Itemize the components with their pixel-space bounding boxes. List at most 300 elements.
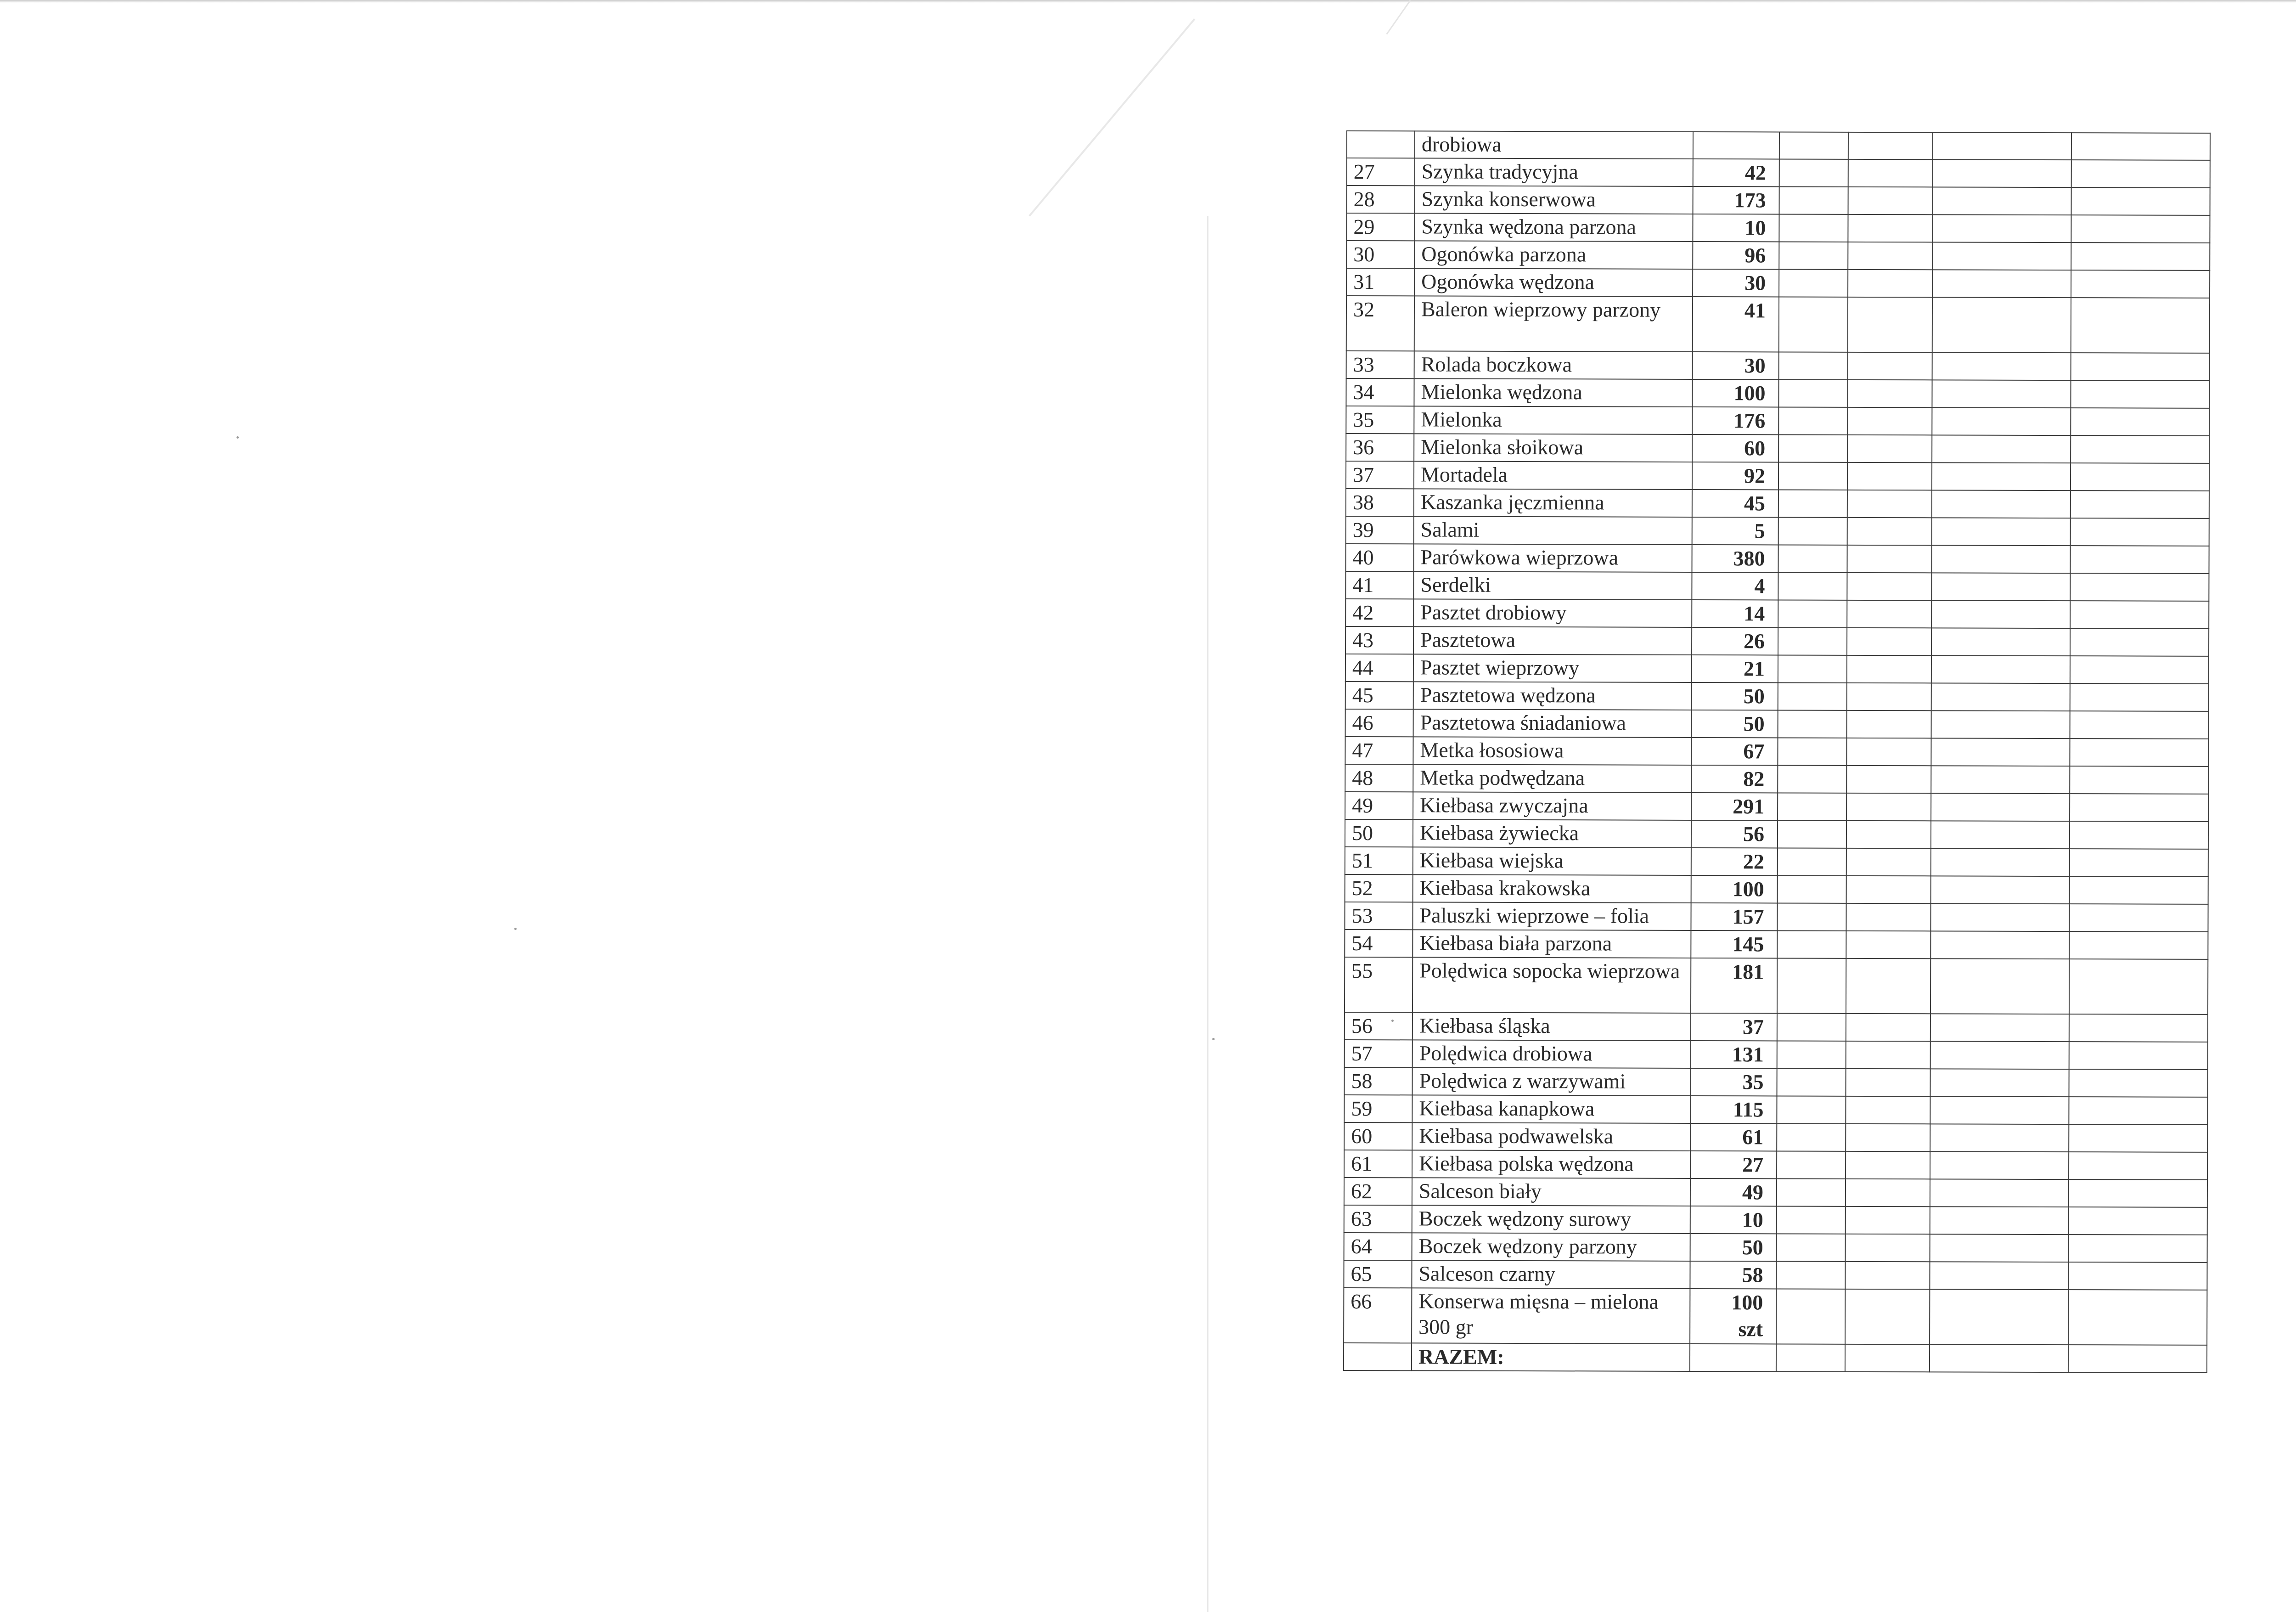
table-row [1345, 626, 2209, 656]
empty-cell [2071, 353, 2210, 381]
empty-cell [2068, 1262, 2207, 1290]
table-row [1346, 268, 2210, 298]
empty-cell [2070, 766, 2208, 794]
quantity-cell: 157 [1691, 903, 1777, 930]
row-number-cell: 55 [1345, 957, 1412, 1012]
table-row [1345, 1067, 2208, 1097]
table-row [1344, 1288, 2207, 1345]
quantity-cell: 173 [1693, 186, 1779, 214]
table-row [1347, 158, 2210, 188]
empty-cell [2070, 573, 2209, 601]
empty-cell [2069, 931, 2208, 959]
table-row [1345, 957, 2208, 1015]
empty-cell [1847, 628, 1931, 655]
product-name-cell: Ogonówka wędzona [1414, 268, 1693, 297]
quantity-cell: 176 [1692, 407, 1778, 434]
product-name-cell: Pasztetowa śniadaniowa [1413, 709, 1692, 738]
empty-cell [1777, 1096, 1846, 1123]
empty-cell [1933, 187, 2071, 215]
quantity-cell [1690, 1289, 1776, 1344]
table-row [1345, 792, 2208, 822]
total-label: RAZEM: [1412, 1343, 1690, 1371]
empty-cell [1777, 1068, 1846, 1096]
row-number-cell: 39 [1346, 516, 1414, 544]
table-row [1345, 544, 2209, 574]
empty-cell [2070, 876, 2208, 904]
empty-cell [1847, 490, 1932, 518]
empty-cell [1848, 187, 1933, 214]
empty-cell [1778, 462, 1847, 490]
quantity-cell: 58 [1690, 1261, 1776, 1289]
table-row [1345, 571, 2209, 601]
quantity-cell: 45 [1692, 490, 1778, 517]
empty-cell [2070, 794, 2208, 822]
empty-cell [1932, 518, 2071, 546]
empty-cell [2071, 380, 2209, 408]
empty-cell [1932, 270, 2071, 298]
quantity-cell: 37 [1691, 1013, 1777, 1041]
table-row [1345, 599, 2209, 629]
row-number-cell: 53 [1345, 902, 1412, 930]
row-number-cell: 41 [1345, 571, 1413, 599]
product-name-cell: Pasztet wieprzowy [1413, 654, 1692, 682]
quantity-cell [1693, 132, 1779, 159]
empty-cell [2070, 738, 2208, 767]
product-name-cell: Szynka tradycyjna [1415, 158, 1693, 186]
empty-cell [2068, 1290, 2207, 1345]
product-name-cell: drobiowa [1415, 131, 1693, 159]
empty-cell [2070, 628, 2209, 656]
empty-cell [1779, 297, 1848, 352]
empty-cell [1931, 876, 2070, 904]
empty-cell [1846, 1124, 1930, 1151]
empty-cell [1846, 766, 1931, 793]
quantity-cell: 22 [1691, 848, 1778, 875]
product-name-cell: Polędwica z warzywami [1412, 1067, 1691, 1096]
table-row [1345, 709, 2209, 739]
quantity-cell: 50 [1690, 1234, 1777, 1261]
empty-cell [2069, 1014, 2208, 1042]
empty-cell [1778, 434, 1847, 462]
quantity-cell: 35 [1690, 1068, 1777, 1096]
empty-cell [1846, 1014, 1930, 1041]
table-row [1346, 241, 2210, 271]
quantity-cell: 41 [1693, 297, 1779, 352]
empty-cell [1931, 793, 2070, 821]
empty-cell [1932, 407, 2071, 435]
table-row [1346, 461, 2209, 491]
table-row [1345, 847, 2208, 877]
product-name-cell: Kiełbasa podwawelska [1412, 1122, 1690, 1151]
row-number-cell: 47 [1345, 737, 1413, 764]
quantity-cell: 49 [1690, 1178, 1777, 1206]
empty-cell [1932, 352, 2071, 380]
table-row [1346, 296, 2210, 353]
paper-fold-line [1207, 216, 1209, 1612]
row-number-cell: 58 [1345, 1067, 1412, 1095]
empty-cell [1931, 573, 2070, 601]
empty-cell [1846, 1179, 1930, 1206]
empty-cell [1779, 159, 1848, 186]
empty-cell [1778, 710, 1847, 738]
empty-cell [1930, 1179, 2069, 1207]
empty-cell [1932, 380, 2071, 408]
row-number-cell: 29 [1346, 213, 1414, 241]
table-row [1344, 1260, 2207, 1290]
table-row [1346, 434, 2209, 463]
empty-cell [1848, 297, 1932, 352]
table-row [1346, 213, 2210, 243]
empty-cell [1848, 270, 1932, 297]
empty-cell [2071, 215, 2210, 243]
row-number-cell: 66 [1344, 1288, 1412, 1343]
empty-cell [1848, 159, 1933, 187]
total-row [1344, 1343, 2207, 1373]
empty-cell [1776, 1261, 1845, 1289]
empty-cell [1778, 765, 1846, 793]
empty-cell [1930, 1344, 2068, 1372]
row-number-cell: 45 [1345, 682, 1413, 709]
empty-cell [2069, 904, 2208, 932]
empty-cell [1932, 435, 2071, 463]
empty-cell [1847, 683, 1931, 710]
product-name-cell: Salceson czarny [1412, 1260, 1690, 1289]
empty-cell [1930, 1069, 2069, 1097]
row-number-cell: 31 [1346, 268, 1414, 296]
quantity-cell: 14 [1692, 600, 1778, 627]
empty-cell [1778, 572, 1847, 600]
quantity-cell: 291 [1691, 793, 1778, 820]
empty-cell [1846, 931, 1930, 958]
quantity-cell: 145 [1691, 930, 1777, 958]
quantity-cell: 10 [1690, 1206, 1777, 1234]
empty-cell [1847, 518, 1932, 545]
table-row [1345, 654, 2209, 684]
empty-cell [1779, 214, 1848, 242]
empty-cell [2069, 1207, 2207, 1235]
empty-cell [1932, 297, 2071, 353]
empty-cell [1779, 352, 1848, 379]
empty-cell [1778, 738, 1846, 765]
row-number-cell: 63 [1344, 1205, 1412, 1233]
quantity-cell: 61 [1690, 1123, 1777, 1151]
empty-cell [1846, 738, 1931, 766]
paper-fold-corner [1386, 0, 1411, 34]
empty-cell [1930, 1014, 2069, 1042]
empty-cell [2070, 849, 2208, 877]
product-name-cell: Kiełbasa polska wędzona [1412, 1150, 1690, 1178]
empty-cell [1777, 930, 1846, 958]
inventory-table-body [1344, 131, 2210, 1373]
row-number-cell: 38 [1346, 489, 1414, 516]
empty-cell [1931, 848, 2070, 876]
empty-cell [1930, 1262, 2068, 1290]
quantity-cell: 82 [1691, 765, 1778, 793]
row-number-cell: 33 [1346, 351, 1414, 378]
empty-cell [2070, 711, 2209, 739]
empty-cell [1847, 435, 1932, 462]
empty-cell [1779, 242, 1848, 269]
table-row [1345, 1040, 2208, 1070]
product-name-cell: Boczek wędzony surowy [1412, 1205, 1690, 1234]
empty-cell [1778, 490, 1847, 517]
empty-cell [1776, 1344, 1845, 1371]
empty-cell [1778, 682, 1847, 710]
product-name-cell: Salami [1414, 516, 1692, 545]
table-row [1345, 737, 2208, 767]
product-name-cell: Szynka konserwowa [1415, 186, 1693, 214]
quantity-cell: 27 [1690, 1151, 1777, 1178]
scan-speck [236, 436, 239, 439]
quantity-cell: 56 [1691, 820, 1778, 848]
empty-cell [2071, 160, 2210, 188]
empty-cell [2069, 1097, 2207, 1125]
empty-cell [1847, 407, 1932, 435]
product-name-cell: Polędwica drobiowa [1412, 1040, 1691, 1068]
empty-cell [1930, 958, 2069, 1014]
empty-cell [1932, 242, 2071, 270]
product-name-cell: Salceson biały [1412, 1178, 1690, 1206]
table-row [1345, 764, 2208, 794]
empty-cell [1931, 710, 2070, 738]
product-name-cell: Mielonka słoikowa [1414, 434, 1692, 462]
quantity-cell: 115 [1690, 1096, 1777, 1123]
empty-cell [1778, 379, 1847, 407]
empty-cell [1777, 1041, 1846, 1068]
row-number-cell: 50 [1345, 819, 1413, 847]
empty-cell [1930, 1096, 2069, 1124]
scan-top-edge [0, 0, 2296, 3]
table-row [1346, 378, 2209, 408]
table-row [1346, 406, 2209, 436]
row-number-cell: 52 [1345, 874, 1413, 902]
empty-cell [1932, 490, 2071, 518]
row-number-cell: 56 [1345, 1012, 1412, 1040]
product-name-cell: Pasztetowa wędzona [1413, 682, 1692, 710]
product-name-cell: Kaszanka jęczmienna [1414, 489, 1692, 517]
product-name-cell: Mielonka wędzona [1414, 378, 1692, 407]
table-row [1345, 682, 2209, 711]
empty-cell [1930, 1151, 2069, 1179]
quantity-cell: 60 [1692, 434, 1778, 462]
empty-cell [2069, 1179, 2207, 1207]
product-name-cell: Polędwica sopocka wieprzowa [1412, 957, 1691, 1013]
empty-cell [1846, 876, 1931, 903]
quantity-value: 100 [1731, 1291, 1763, 1314]
empty-cell [1779, 132, 1848, 159]
empty-cell [1930, 1041, 2069, 1069]
quantity-cell: 181 [1691, 958, 1777, 1013]
row-number-cell: 64 [1344, 1233, 1412, 1260]
table-row [1347, 131, 2210, 160]
empty-cell [1845, 1289, 1930, 1344]
empty-cell [1848, 132, 1933, 159]
quantity-cell: 26 [1692, 627, 1778, 655]
empty-cell [1777, 1123, 1846, 1151]
product-name-cell: Metka podwędzana [1413, 764, 1691, 793]
empty-cell [2071, 270, 2210, 298]
product-name-cell: Parówkowa wieprzowa [1413, 544, 1692, 572]
product-name-cell: Kiełbasa kanapkowa [1412, 1095, 1690, 1123]
empty-cell [2069, 959, 2208, 1015]
row-number-cell: 51 [1345, 847, 1413, 874]
row-number-cell: 36 [1346, 434, 1414, 461]
empty-cell [1930, 1124, 2069, 1152]
quantity-cell: 100 [1691, 875, 1778, 903]
product-name-cell: Kiełbasa biała parzona [1412, 930, 1691, 958]
row-number-cell: 35 [1346, 406, 1414, 434]
product-name-cell: Pasztet drobiowy [1413, 599, 1692, 627]
empty-cell [2071, 298, 2210, 353]
empty-cell [1931, 683, 2070, 711]
table-row [1345, 902, 2208, 932]
empty-cell [1778, 545, 1847, 572]
empty-cell [2071, 408, 2209, 436]
empty-cell [2071, 187, 2210, 215]
empty-cell [1846, 1234, 1930, 1262]
quantity-cell: 30 [1693, 269, 1779, 297]
table-row [1346, 489, 2209, 519]
empty-cell [1778, 407, 1847, 434]
empty-cell [1930, 931, 2069, 959]
product-name-cell: Mielonka [1414, 406, 1692, 434]
empty-cell [1847, 462, 1932, 490]
empty-cell [1933, 132, 2071, 160]
quantity-cell: 50 [1692, 682, 1778, 710]
row-number-cell: 60 [1344, 1122, 1412, 1150]
product-name-cell: Serdelki [1413, 571, 1692, 600]
empty-cell [1846, 1069, 1930, 1096]
empty-cell [1846, 1151, 1930, 1179]
quantity-cell: 67 [1691, 738, 1778, 765]
row-number-cell: 43 [1345, 626, 1413, 654]
empty-cell [2070, 683, 2209, 711]
empty-cell [1778, 655, 1847, 682]
empty-cell [2069, 1069, 2207, 1097]
empty-cell [2071, 463, 2209, 491]
quantity-unit: szt [1738, 1317, 1763, 1341]
row-number-cell [1347, 131, 1415, 158]
quantity-cell: 100 [1692, 379, 1778, 407]
row-number-cell: 59 [1344, 1095, 1412, 1122]
empty-cell [1848, 242, 1932, 270]
empty-cell [1777, 1206, 1846, 1234]
empty-cell [1931, 821, 2070, 849]
product-name-cell: Kiełbasa krakowska [1413, 874, 1691, 903]
empty-cell [1778, 793, 1846, 820]
empty-cell [1846, 1206, 1930, 1234]
empty-cell [1847, 600, 1931, 628]
empty-cell [1931, 628, 2070, 656]
quantity-cell: 10 [1693, 214, 1779, 242]
empty-cell [1930, 903, 2069, 931]
table-row [1344, 1205, 2207, 1235]
row-number-cell: 44 [1345, 654, 1413, 682]
table-row [1345, 874, 2208, 904]
quantity-cell: 5 [1692, 517, 1778, 545]
empty-cell [1846, 958, 1930, 1014]
empty-cell [1777, 903, 1846, 930]
empty-cell [1933, 159, 2071, 187]
empty-cell [1778, 600, 1847, 627]
row-number-cell: 30 [1346, 241, 1414, 268]
inventory-table [1343, 130, 2211, 1373]
row-number-cell: 62 [1344, 1178, 1412, 1205]
row-number-cell: 48 [1345, 764, 1413, 792]
quantity-cell: 380 [1692, 545, 1778, 572]
product-name-cell: Baleron wieprzowy parzony [1414, 296, 1693, 352]
empty-cell [1845, 1262, 1930, 1289]
empty-cell [1778, 820, 1846, 848]
empty-cell [1778, 875, 1846, 903]
empty-cell [2071, 242, 2210, 271]
empty-cell [1778, 627, 1847, 655]
empty-cell [1690, 1344, 1776, 1371]
empty-cell [2070, 546, 2209, 574]
row-number-cell: 32 [1346, 296, 1414, 351]
row-number-cell: 42 [1345, 599, 1413, 626]
empty-cell [1846, 821, 1931, 848]
empty-cell [2071, 435, 2209, 463]
table-row [1345, 819, 2208, 849]
empty-cell [2071, 518, 2209, 546]
scan-speck [1212, 1038, 1215, 1040]
empty-cell [1779, 186, 1848, 214]
empty-cell [1778, 848, 1846, 875]
empty-cell [2069, 1152, 2207, 1180]
empty-cell [1930, 1234, 2069, 1262]
empty-cell [1848, 352, 1932, 380]
empty-cell [1847, 710, 1931, 738]
empty-cell [1930, 1206, 2069, 1234]
row-number-cell: 49 [1345, 792, 1413, 819]
empty-cell [1776, 1289, 1845, 1344]
table-row [1344, 1233, 2207, 1263]
row-number-cell: 37 [1346, 461, 1414, 489]
table-row [1346, 351, 2210, 381]
empty-cell [2070, 601, 2209, 629]
empty-cell [1932, 214, 2071, 242]
table-row [1345, 930, 2208, 959]
empty-cell [1847, 380, 1932, 407]
quantity-cell: 50 [1692, 710, 1778, 738]
table-row [1346, 516, 2209, 546]
empty-cell [2069, 1042, 2208, 1070]
product-name-cell: Kiełbasa zwyczajna [1413, 792, 1691, 820]
product-name-cell: Kiełbasa żywiecka [1413, 819, 1691, 848]
table-row [1345, 1012, 2208, 1042]
empty-cell [2069, 1234, 2207, 1263]
row-number-cell: 46 [1345, 709, 1413, 737]
empty-cell [1845, 1344, 1930, 1372]
quantity-cell: 96 [1693, 242, 1779, 269]
empty-cell [1779, 269, 1848, 297]
product-name-cell: Boczek wędzony parzony [1412, 1233, 1690, 1261]
product-name-cell: Konserwa mięsna – mielona 300 gr [1412, 1288, 1690, 1344]
empty-cell [1777, 958, 1846, 1013]
empty-cell [1777, 1178, 1846, 1206]
product-name-cell: Szynka wędzona parzona [1414, 213, 1693, 242]
empty-cell [1847, 545, 1931, 573]
empty-cell [2070, 656, 2209, 684]
quantity-cell: 30 [1693, 352, 1779, 379]
row-number-cell: 27 [1347, 158, 1415, 186]
row-number-cell [1344, 1343, 1412, 1370]
empty-cell [2071, 133, 2210, 160]
quantity-cell: 21 [1692, 655, 1778, 682]
product-name-cell: Paluszki wieprzowe – folia [1412, 902, 1691, 930]
empty-cell [1777, 1234, 1846, 1261]
